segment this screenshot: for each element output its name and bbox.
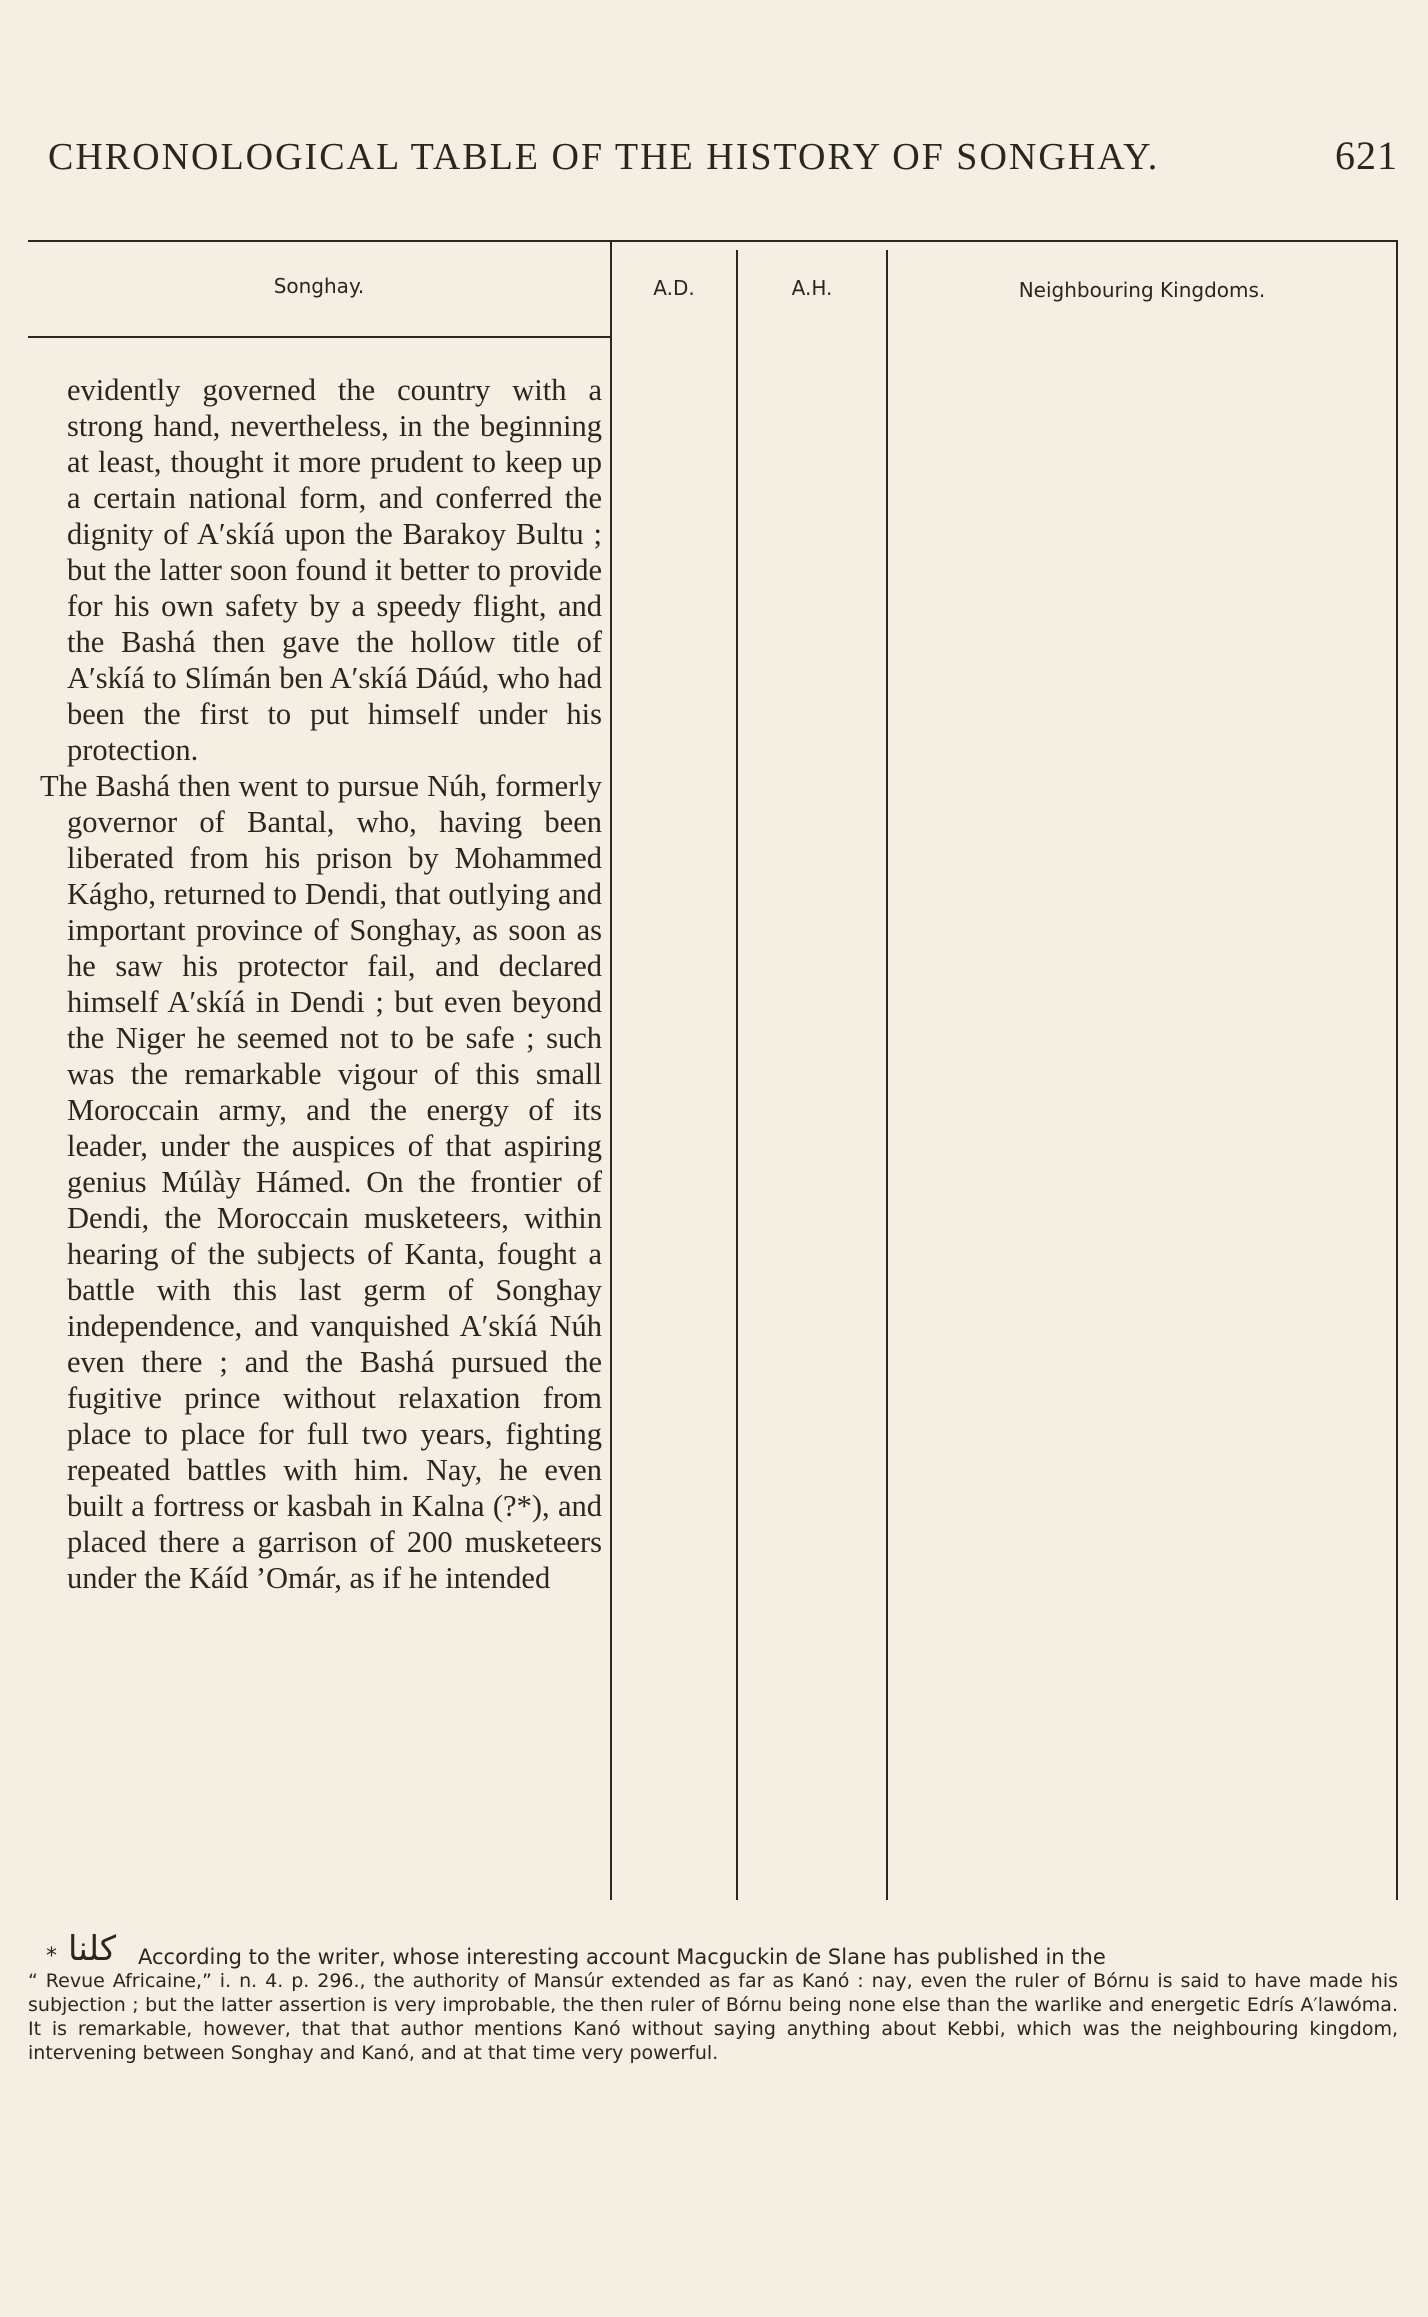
column-divider-2: [736, 250, 738, 1900]
column-divider-3: [886, 250, 888, 1900]
footnote-first-line: [28, 1929, 1398, 1969]
page-number: 621: [1335, 133, 1398, 178]
footnote-arabic-word: كلنا: [68, 1929, 117, 1969]
column-header-songhay: Songhay.: [273, 274, 365, 298]
page-title: CHRONOLOGICAL TABLE OF THE HISTORY OF SONGHAY.: [48, 136, 1160, 178]
table-top-rule: [28, 240, 1398, 242]
table-header-rule: [28, 336, 610, 338]
songhay-column-text: [40, 372, 602, 1596]
footnote-body: “ Revue Africaine,” i. n. 4. p. 296., the authority of Mansúr extended as far as Kanó : nay, even the ruler of Bórnu is said to have made his subjection ; but the latter assertion is very improbable, the then ruler of Bórnu being none else than the warlike and energetic Edrís A′lawóma. It is remarkable, however, that that author mentions Kanó without saying anything about Kebbi, which was the neighbouring kingdom, intervening between Songhay and Kanó, and at that time very powerful.: [28, 1970, 1398, 2064]
column-header-ah: A.H.: [791, 276, 833, 300]
songhay-paragraph: The Bashá then went to pursue Núh, formerly governor of Bantal, who, having been liberated from his prison by Mohammed Kágho, returned to Dendi, that outlying and important province of Songhay, as soon as he saw his protector fail, and declared himself A′skíá in Dendi ; but even beyond the Niger he seemed not to be safe ; such was the remarkable vigour of this small Moroccain army, and the energy of its leader, under the auspices of that aspiring genius Múlày Hámed. On the frontier of Dendi, the Moroccain musketeers, within hearing of the subjects of Kanta, fought a battle with this last germ of Songhay independence, and vanquished A′skíá Núh even there ; and the Bashá pursued the fugitive prince without relaxation from place to place for full two years, fighting repeated battles with him. Nay, he even built a fortress or kasbah in Kalna (?*), and placed there a garrison of 200 musketeers under the Káíd ’Omár, as if he intended: [40, 769, 602, 1595]
footnote: [28, 1929, 1398, 2065]
page-header: [48, 132, 1398, 179]
footnote-marker: *: [46, 1944, 57, 1969]
column-header-ad: A.D.: [653, 276, 695, 300]
column-divider-1: [610, 240, 612, 1900]
column-divider-4: [1396, 240, 1398, 1900]
songhay-paragraph: evidently governed the country with a strong hand, nevertheless, in the beginning at least, thought it more prudent to keep up a certain national form, and conferred the dignity of A′skíá upon the Barakoy Bultu ; but the latter soon found it better to provide for his own safety by a speedy flight, and the Bashá then gave the hollow title of A′skíá to Slímán ben A′skíá Dáúd, who had been the first to put himself under his protection.: [67, 373, 602, 767]
footnote-first-line-text: According to the writer, whose interesting account Macguckin de Slane has published in the: [138, 1945, 1106, 1969]
column-header-neighbouring-kingdoms: Neighbouring Kingdoms.: [1018, 278, 1266, 302]
